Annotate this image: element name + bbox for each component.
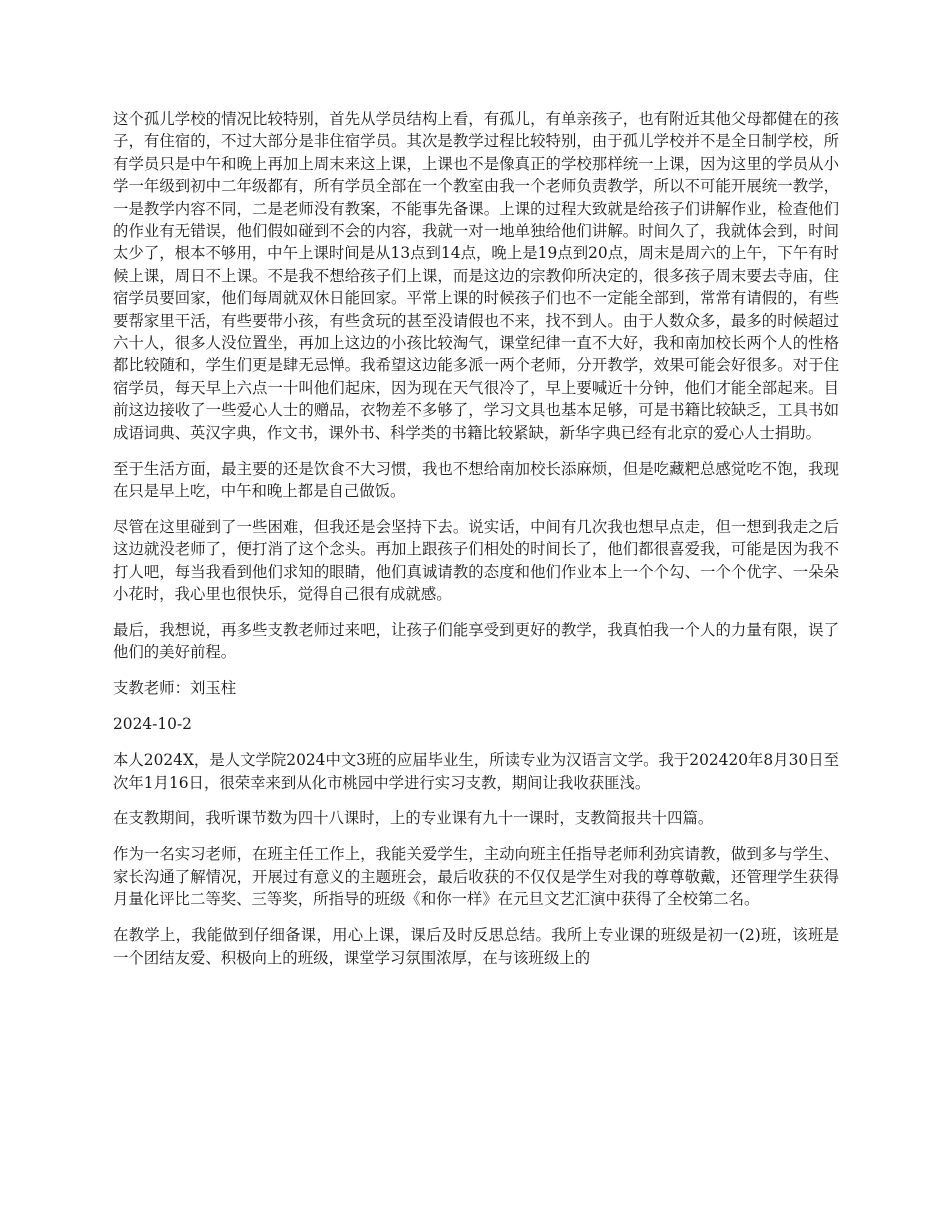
paragraph-closing-appeal: 最后，我想说，再多些支教老师过来吧，让孩子们能享受到更好的教学，我真怕我一个人的力量有限，误了他们的美好前程。 <box>113 621 839 662</box>
signature-line: 支教老师：刘玉柱 <box>113 679 237 698</box>
paragraph-teaching-statistics: 在支教期间，我听课节数为四十八课时，上的专业课有九十一课时，支教简报共十四篇。 <box>113 809 714 828</box>
document-page <box>113 108 839 982</box>
paragraph-perseverance: 尽管在这里碰到了一些困难，但我还是会坚持下去。说实话，中间有几次我也想早点走，但一想到我走之后这边就没老师了，便打消了这个念头。再加上跟孩子们相处的时间长了，他们都很喜爱我，可能是因为我不打人吧，每当我看到他们求知的眼睛，他们真诚请教的态度和他们作业本上一个个勾、一个个优字、一朵朵小花时，我心里也很快乐，觉得自己很有成就感。 <box>113 517 839 604</box>
paragraph-orphan-school-situation: 这个孤儿学校的情况比较特别，首先从学员结构上看，有孤儿，有单亲孩子，也有附近其他父母都健在的孩子，有住宿的，不过大部分是非住宿学员。其次是教学过程比较特别，由于孤儿学校并不是全日制学校，所有学员只是中午和晚上再加上周末来这上课，上课也不是像真正的学校那样统一上课，因为这里的学员从小学一年级到初中二年级都有，所有学员全部在一个教室由我一个老师负责教学，所以不可能开展统一教学，一是教学内容不同，二是老师没有教案，不能事先备课。上课的过程大致就是给孩子们讲解作业，检查他们的作业有无错误，他们假如碰到不会的内容，我就一对一地单独给他们讲解。时间久了，我就体会到，时间太少了，根本不够用，中午上课时间是从13点到14点，晚上是19点到20点，周末是周六的上午，下午有时候上课，周日不上课。不是我不想给孩子们上课，而是这边的宗教仰所决定的，很多孩子周末要去寺庙，住宿学员要回家，他们每周就双休日能回家。平常上课的时候孩子们也不一定能全部到，常常有请假的，有些要帮家里干活，有些要带小孩，有些贪玩的甚至没请假也不来，找不到人。由于人数众多，最多的时候超过六十人，很多人没位置坐，再加上这边的小孩比较淘气，课堂纪律一直不大好，我和南加校长两个人的性格都比较随和，学生们更是肆无忌惮。我希望这边能多派一两个老师，分开教学，效果可能会好很多。对于住宿学员，每天早上六点一十叫他们起床，因为现在天气很冷了，早上要喊近十分钟，他们才能全部起来。目前这边接收了一些爱心人士的赠品，衣物差不多够了，学习文具也基本足够，可是书籍比较缺乏，工具书如成语词典、英汉字典，作文书，课外书、科学类的书籍比较紧缺，新华字典已经有北京的爱心人士捐助。 <box>113 110 839 442</box>
date-line: 2024-10-2 <box>113 715 192 734</box>
paragraph-teaching-practice: 在教学上，我能做到仔细备课，用心上课，课后及时反思总结。我所上专业课的班级是初一(2)班，该班是一个团结友爱、积极向上的班级，课堂学习氛围浓厚，在与该班级上的 <box>113 926 839 967</box>
paragraph-class-management: 作为一名实习老师，在班主任工作上，我能关爱学生，主动向班主任指导老师利劲宾请教，做到多与学生、家长沟通了解情况，开展过有意义的主题班会，最后收获的不仅仅是学生对我的尊尊敬戴，还管理学生获得月量化评比二等奖、三等奖，所指导的班级《和你一样》在元旦文艺汇演中获得了全校第二名。 <box>113 845 839 909</box>
paragraph-self-introduction: 本人2024X，是人文学院2024中文3班的应届毕业生，所读专业为汉语言文学。我于202420年8月30日至次年1月16日，很荣幸来到从化市桃园中学进行实习支教，期间让我收获匪浅。 <box>113 751 839 792</box>
paragraph-living-conditions: 至于生活方面，最主要的还是饮食不大习惯，我也不想给南加校长添麻烦，但是吃藏粑总感觉吃不饱，我现在只是早上吃，中午和晚上都是自己做饭。 <box>113 459 839 500</box>
